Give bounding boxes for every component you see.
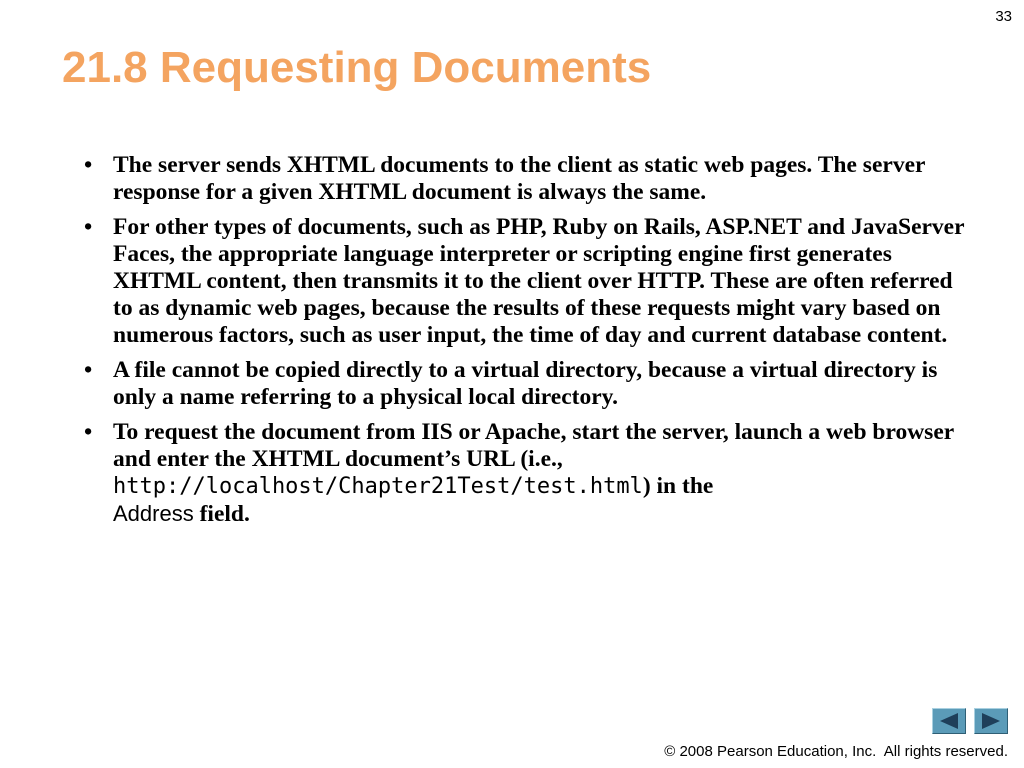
bullet-text: The server sends XHTML documents to the client as static web pages. The server response for a given XHTML document is always the same. [113,152,926,205]
copyright-footer: © 2008 Pearson Education, Inc. All rights reserved. [664,743,1008,760]
triangle-left-icon [938,712,960,730]
bullet-item [84,357,974,411]
bullet-text-after: field. [193,501,250,527]
bullet-icon: • [84,357,93,383]
bullet-text-middle: ) in the [642,473,714,499]
bullet-item [84,419,974,528]
slide-navigation [932,708,1008,734]
triangle-right-icon [980,712,1002,730]
bullet-icon: • [84,152,93,178]
address-field-name: Address [113,501,194,526]
bullet-text: For other types of documents, such as PHP, Ruby on Rails, ASP.NET and JavaServer Faces, the appropriate language interpreter or scripting engine first generates XHTML content, then transmits it to the client over HTTP. These are often referred to as dynamic web pages, because the results of these requests might vary based on numerous factors, such as user input, the time of day and current database content. [113,214,965,348]
url-code: http://localhost/Chapter21Test/test.html [113,474,643,499]
slide-title: 21.8 Requesting Documents [62,43,652,92]
bullet-icon: • [84,214,93,240]
bullet-list [84,152,974,536]
bullet-icon: • [84,419,93,445]
previous-slide-button[interactable] [932,708,966,734]
bullet-item [84,214,974,349]
bullet-item [84,152,974,206]
next-slide-button[interactable] [974,708,1008,734]
bullet-text: A file cannot be copied directly to a virtual directory, because a virtual directory is only a name referring to a physical local directory. [113,357,938,410]
page-number: 33 [995,8,1012,25]
bullet-text-before: To request the document from IIS or Apache, start the server, launch a web browser and enter the XHTML document’s URL (i.e., [113,419,954,472]
